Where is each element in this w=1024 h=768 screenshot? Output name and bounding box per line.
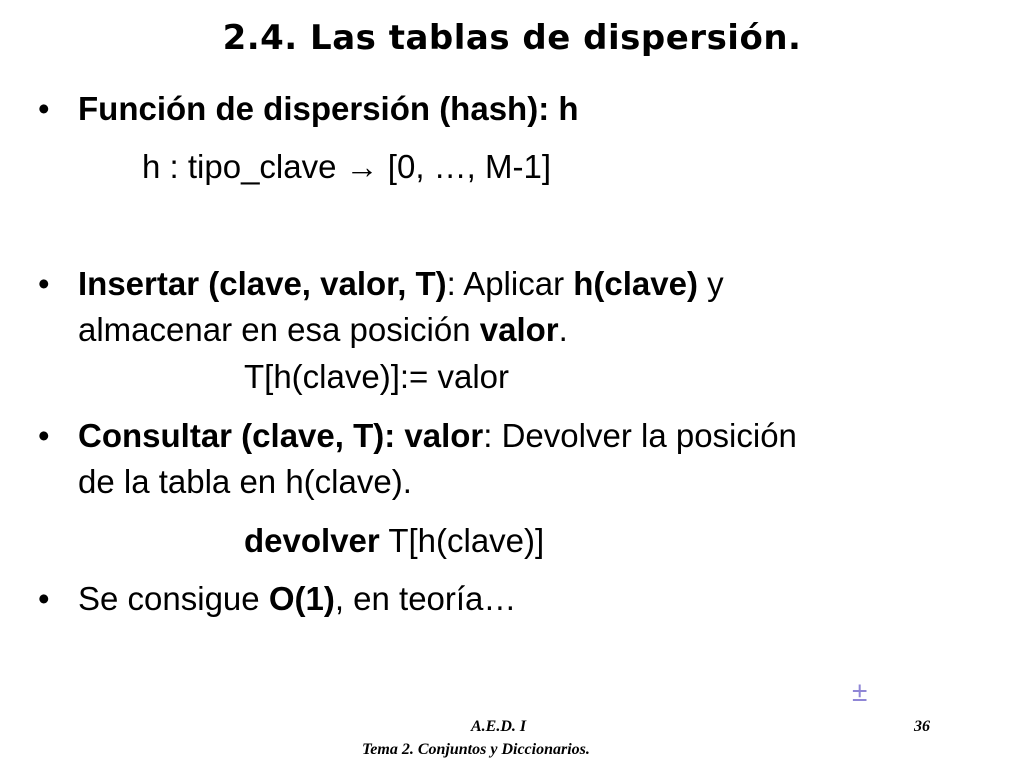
insert-valor: valor (479, 311, 559, 348)
insert-text-end: y (697, 265, 724, 302)
bullet-marker: • (38, 90, 50, 127)
slide-title: 2.4. Las tablas de dispersión. (222, 18, 802, 58)
hash-function-heading: Función de dispersión (hash): h (78, 90, 579, 127)
plus-minus-nav-icon[interactable]: ± (852, 676, 868, 707)
insert-hclave: h(clave) (573, 265, 698, 302)
insert-signature: Insertar (clave, valor, T) (78, 265, 447, 302)
footer-course: A.E.D. I (471, 718, 527, 735)
insert-code: T[h(clave)]:= valor (244, 358, 509, 395)
complexity-text: Se consigue (78, 580, 269, 617)
lookup-signature: Consultar (clave, T): valor (78, 417, 484, 454)
lookup-text: : Devolver la posición (483, 417, 797, 454)
complexity-big-o: O(1) (268, 580, 335, 617)
lookup-line2: de la tabla en h(clave). (78, 463, 412, 500)
lookup-return-expr: T[h(clave)] (379, 522, 545, 559)
bullet-marker: • (38, 265, 50, 302)
bullet-marker: • (38, 417, 50, 454)
insert-line2 (78, 307, 568, 353)
insert-text: : Aplicar (446, 265, 574, 302)
bullet-lookup (38, 413, 797, 459)
footer-page-number: 36 (914, 718, 930, 735)
lookup-return-keyword: devolver (244, 522, 380, 559)
bullet-hash-function (38, 86, 579, 132)
lookup-code (244, 518, 544, 564)
insert-period: . (558, 311, 568, 348)
footer-topic: Tema 2. Conjuntos y Diccionarios. (362, 741, 590, 758)
complexity-text-end: , en teoría… (334, 580, 517, 617)
insert-line2-text: almacenar en esa posición (78, 311, 480, 348)
bullet-insert (38, 261, 724, 307)
bullet-complexity (38, 576, 516, 622)
hash-signature: h : tipo_clave → [0, …, M-1] (142, 148, 551, 185)
bullet-marker: • (38, 580, 50, 617)
